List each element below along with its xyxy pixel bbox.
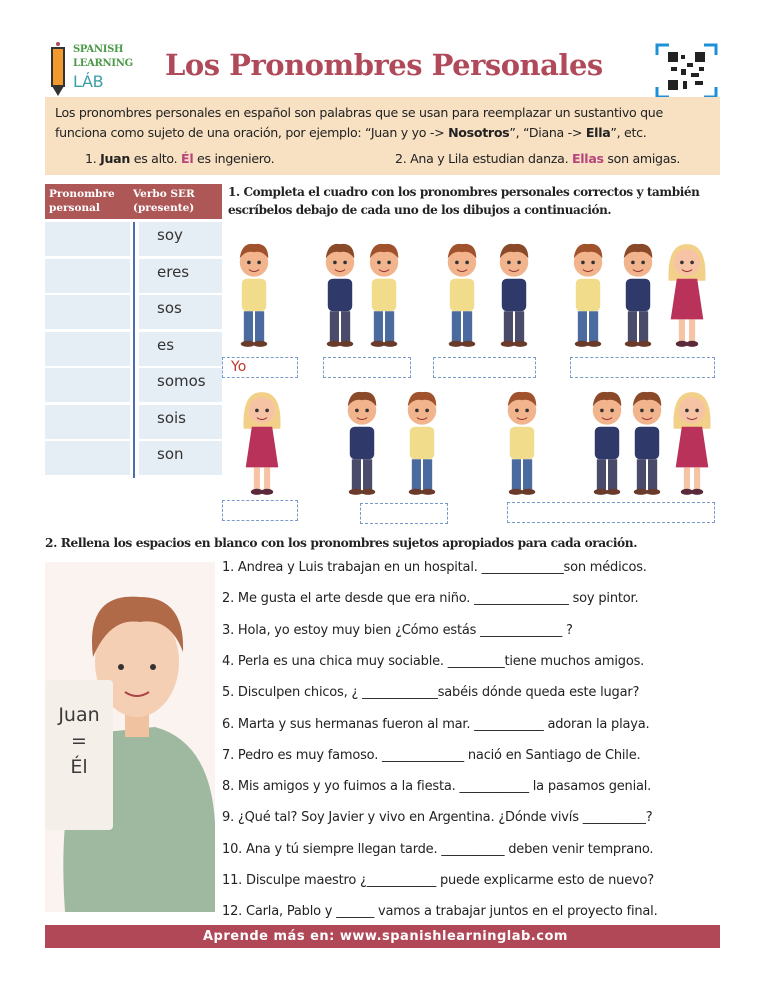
verb-text: somos bbox=[157, 372, 206, 390]
answer-box-5[interactable] bbox=[222, 500, 298, 521]
example-2 bbox=[395, 149, 680, 169]
task-2-instructions: 2. Rellena los espacios en blanco con los pronombres sujetos apropiados para cada oración. bbox=[45, 536, 638, 550]
juan-sign bbox=[49, 702, 109, 780]
logo bbox=[45, 40, 160, 98]
ex1-pronoun: Él bbox=[181, 151, 194, 166]
boy-figure bbox=[585, 388, 629, 500]
answer-box-6[interactable] bbox=[360, 503, 448, 524]
pronoun-answer-cell[interactable] bbox=[45, 295, 130, 329]
ex1-num: 1. bbox=[85, 151, 101, 166]
sentence-item[interactable]: 8. Mis amigos y yo fuimos a la fiesta. ___________ la pasamos genial. bbox=[222, 779, 652, 795]
sentence-item[interactable]: 12. Carla, Pablo y ______ vamos a trabajar juntos en el proyecto final. bbox=[222, 904, 658, 920]
boy-figure bbox=[400, 388, 444, 500]
logo-text-2: LEARNING bbox=[73, 58, 133, 69]
boy-figure bbox=[500, 388, 544, 500]
boy-figure bbox=[318, 240, 362, 352]
qr-code-icon[interactable] bbox=[655, 43, 718, 99]
verb-cell bbox=[139, 332, 222, 366]
boy-figure bbox=[440, 240, 484, 352]
answer-example: Yo bbox=[231, 359, 247, 375]
col-header-verb: Verbo SER (presente) bbox=[133, 188, 195, 214]
boy-figure bbox=[492, 240, 536, 352]
intro-bold-nosotros: Nosotros bbox=[448, 125, 510, 140]
sentence-item[interactable]: 10. Ana y tú siempre llegan tarde. __________ deben venir temprano. bbox=[222, 841, 654, 857]
verb-text: es bbox=[157, 335, 175, 354]
boy-figure bbox=[616, 240, 660, 352]
sign-equals: = bbox=[71, 730, 87, 752]
verb-text: son bbox=[157, 445, 184, 463]
verb-text: sos bbox=[157, 299, 182, 317]
pronoun-answer-cell[interactable] bbox=[45, 332, 130, 366]
sign-name: Juan bbox=[58, 704, 100, 726]
boy-figure bbox=[340, 388, 384, 500]
ex1-end: es ingeniero. bbox=[193, 151, 275, 166]
verb-text: soy bbox=[157, 226, 183, 244]
intro-text bbox=[55, 105, 663, 140]
girl-figure bbox=[240, 388, 284, 500]
task-1-instructions: 1. Completa el cuadro con los pronombres personales correctos y también escríbelos debajo de cada uno de los dibujos a continuación. bbox=[228, 185, 700, 217]
table-divider bbox=[133, 222, 135, 478]
ex2-start: 2. Ana y Lila estudian danza. bbox=[395, 151, 572, 166]
table-header bbox=[45, 184, 222, 219]
answer-box-2[interactable] bbox=[323, 357, 411, 378]
sentence-item[interactable]: 3. Hola, yo estoy muy bien ¿Cómo estás _____________ ? bbox=[222, 622, 573, 638]
verb-text: eres bbox=[157, 262, 190, 281]
boy-figure bbox=[625, 388, 669, 500]
girl-figure bbox=[665, 240, 709, 352]
ex2-end: son amigas. bbox=[603, 151, 681, 166]
pronoun-answer-cell[interactable] bbox=[45, 222, 130, 256]
intro-text-c: ”, etc. bbox=[610, 125, 647, 140]
ex1-mid: es alto. bbox=[130, 151, 182, 166]
pronoun-answer-cell[interactable] bbox=[45, 368, 130, 402]
girl-figure bbox=[670, 388, 714, 500]
sentence-item[interactable]: 5. Disculpen chicos, ¿ ____________sabéis dónde queda este lugar? bbox=[222, 685, 640, 701]
col-header-pronoun: Pronombre personal bbox=[49, 188, 115, 214]
boy-figure bbox=[232, 240, 276, 352]
logo-text-1: SPANISH bbox=[73, 44, 124, 55]
sign-pronoun: Él bbox=[70, 756, 88, 778]
logo-text-3: LÁB bbox=[73, 72, 104, 91]
ex2-pronoun: Ellas bbox=[571, 151, 604, 166]
test-tube-icon bbox=[47, 42, 69, 98]
pronoun-answer-cell[interactable] bbox=[45, 405, 130, 439]
sentence-item[interactable]: 11. Disculpe maestro ¿___________ puede explicarme esto de nuevo? bbox=[222, 873, 654, 888]
answer-box-4[interactable] bbox=[570, 357, 715, 378]
answer-box-1[interactable] bbox=[222, 357, 298, 378]
sentence-item[interactable]: 1. Andrea y Luis trabajan en un hospital. _____________son médicos. bbox=[222, 560, 647, 575]
footer-banner[interactable]: Aprende más en: www.spanishlearninglab.com bbox=[45, 925, 720, 948]
answer-box-3[interactable] bbox=[433, 357, 536, 378]
intro-bold-ella: Ella bbox=[585, 125, 611, 140]
intro-box bbox=[45, 97, 720, 175]
sentence-item[interactable]: 4. Perla es una chica muy sociable. _________tiene muchos amigos. bbox=[222, 653, 645, 669]
pronoun-answer-cell[interactable] bbox=[45, 259, 130, 293]
verb-text: sois bbox=[157, 408, 186, 427]
intro-text-b: ”, “Diana -> bbox=[509, 125, 586, 140]
example-1 bbox=[85, 149, 274, 169]
page-title: Los Pronombres Personales bbox=[165, 48, 603, 82]
intro-text-a: Los pronombres personales en español son palabras que se usan para reemplazar un sustantivo que funciona como sujeto de una oración, por ejemplo: “Juan y yo -> bbox=[55, 105, 663, 140]
sentence-item[interactable]: 9. ¿Qué tal? Soy Javier y vivo en Argentina. ¿Dónde vivís __________? bbox=[222, 810, 653, 826]
answer-box-7[interactable] bbox=[507, 502, 715, 523]
ex1-subject: Juan bbox=[100, 151, 131, 166]
pronoun-answer-cell[interactable] bbox=[45, 441, 130, 475]
boy-figure bbox=[362, 240, 406, 352]
boy-figure bbox=[566, 240, 610, 352]
sentence-item[interactable]: 6. Marta y sus hermanas fueron al mar. ___________ adoran la playa. bbox=[222, 716, 650, 732]
sentence-item[interactable]: 2. Me gusta el arte desde que era niño. _______________ soy pintor. bbox=[222, 591, 639, 607]
juan-illustration bbox=[45, 562, 215, 912]
sentence-item[interactable]: 7. Pedro es muy famoso. _____________ nació en Santiago de Chile. bbox=[222, 747, 641, 763]
